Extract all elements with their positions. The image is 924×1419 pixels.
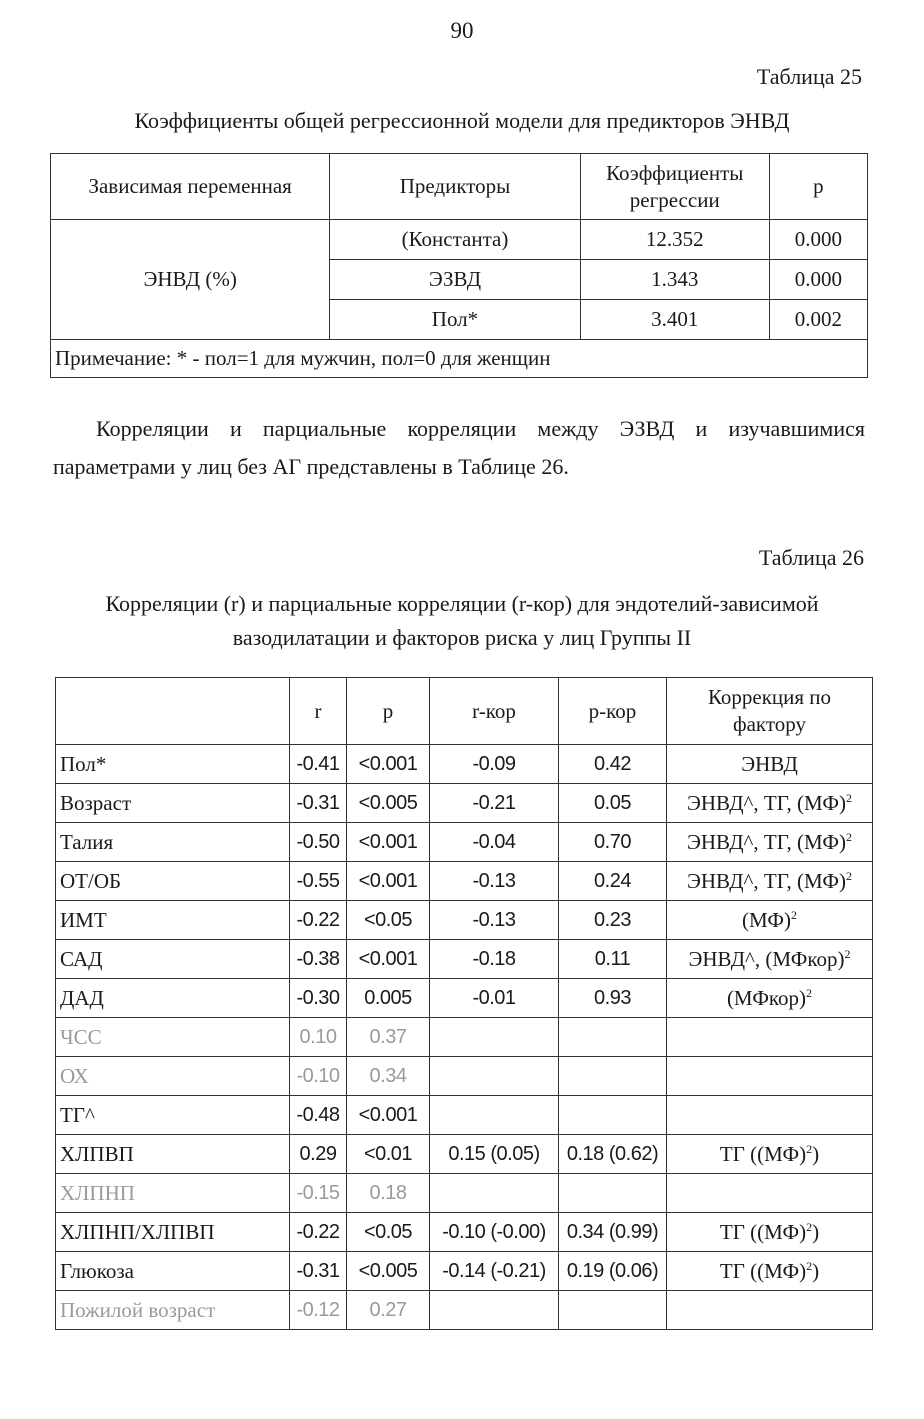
t26-cell-r: -0.31: [290, 784, 347, 823]
t26-cell-r-cor: [430, 1291, 559, 1330]
t26-cell-p-cor: 0.19 (0.06): [559, 1252, 667, 1291]
t26-correction-superscript: 2: [790, 907, 797, 922]
t26-correction-superscript: 2: [846, 829, 852, 844]
t26-header-correction-line1: Коррекция по: [707, 685, 832, 709]
t26-cell-p: <0.001: [347, 745, 430, 784]
table26: [55, 677, 873, 1330]
t26-cell-correction: [667, 823, 873, 862]
t26-cell-correction: [667, 979, 873, 1018]
t26-cell-r: -0.41: [290, 745, 347, 784]
t26-cell-p: 0.005: [347, 979, 430, 1018]
t26-cell-correction: [667, 1096, 873, 1135]
t26-cell-r-cor: -0.18: [430, 940, 559, 979]
t26-cell-p: 0.18: [347, 1174, 430, 1213]
t26-header-correction-line2: фактору: [733, 712, 806, 736]
t26-cell-p-cor: [559, 1174, 667, 1213]
t26-cell-p-cor: 0.93: [559, 979, 667, 1018]
t26-cell-name: ОТ/ОБ: [56, 862, 290, 901]
t26-cell-p-cor: 0.05: [559, 784, 667, 823]
t25-p: 0.000: [769, 220, 867, 260]
t25-header-coef-line2: регрессии: [629, 187, 720, 212]
table-row: [56, 1018, 873, 1057]
t25-header-dependent: Зависимая переменная: [51, 154, 330, 220]
t26-correction-text: ЭНВД^, ТГ, (МФ): [687, 790, 846, 815]
t26-cell-r: -0.30: [290, 979, 347, 1018]
t26-cell-r-cor: -0.13: [430, 862, 559, 901]
t26-cell-p-cor: 0.23: [559, 901, 667, 940]
t26-header-p-cor: p-кор: [559, 678, 667, 745]
t26-correction-text: ЭНВД^, (МФкор): [688, 946, 845, 971]
t26-cell-correction: [667, 1018, 873, 1057]
t26-cell-correction: [667, 940, 873, 979]
t26-cell-r-cor: -0.09: [430, 745, 559, 784]
t26-cell-correction: [667, 901, 873, 940]
t26-cell-p-cor: [559, 1096, 667, 1135]
t26-cell-correction: [667, 1057, 873, 1096]
t26-cell-r-cor: [430, 1057, 559, 1096]
table26-title-line1: Корреляции (r) и парциальные корреляции (r-кор) для эндотелий-зависимой: [105, 591, 819, 616]
t26-cell-p: <0.01: [347, 1135, 430, 1174]
table-row: [56, 862, 873, 901]
t26-cell-p-cor: 0.11: [559, 940, 667, 979]
table-row: [56, 940, 873, 979]
t26-cell-p-cor: 0.42: [559, 745, 667, 784]
t26-cell-r: -0.38: [290, 940, 347, 979]
t26-cell-name: ОХ: [56, 1057, 290, 1096]
t26-cell-name: ДАД: [56, 979, 290, 1018]
t26-cell-r: -0.55: [290, 862, 347, 901]
t25-coef: 3.401: [580, 300, 769, 340]
table-row: [56, 784, 873, 823]
paragraph: [53, 410, 865, 486]
t26-header-p: p: [347, 678, 430, 745]
table-row: [56, 901, 873, 940]
t26-correction-superscript: 2: [846, 790, 852, 805]
t26-cell-r: -0.10: [290, 1057, 347, 1096]
table25-label: Таблица 25: [756, 64, 862, 89]
table-row: [56, 1057, 873, 1096]
t25-header-p: p: [769, 154, 867, 220]
t26-cell-name: ХЛПВП: [56, 1135, 290, 1174]
page-number: 90: [450, 18, 474, 43]
t26-cell-name: Возраст: [56, 784, 290, 823]
t26-cell-p: <0.005: [347, 784, 430, 823]
t26-cell-correction: [667, 862, 873, 901]
t26-header-r: r: [290, 678, 347, 745]
t26-cell-correction: [667, 1174, 873, 1213]
t26-correction-text: ЭНВД^, ТГ, (МФ): [687, 829, 846, 854]
t26-header-correction: [667, 678, 873, 745]
table25-title: Коэффициенты общей регрессионной модели для предикторов ЭНВД: [134, 108, 790, 133]
t26-cell-r: -0.22: [290, 1213, 347, 1252]
t26-cell-r-cor: [430, 1096, 559, 1135]
t26-cell-p: <0.005: [347, 1252, 430, 1291]
t26-cell-name: ХЛПНП: [56, 1174, 290, 1213]
t26-cell-correction: [667, 745, 873, 784]
t26-correction-superscript: 2: [806, 1141, 813, 1156]
t25-predictor: Пол*: [330, 300, 580, 340]
t26-cell-name: ЧСС: [56, 1018, 290, 1057]
t25-note: Примечание: * - пол=1 для мужчин, пол=0 для женщин: [51, 340, 868, 378]
table-row: [56, 1174, 873, 1213]
t26-cell-p: <0.05: [347, 901, 430, 940]
t26-cell-correction: [667, 1291, 873, 1330]
t26-correction-superscript: 2: [806, 1258, 813, 1273]
table-row: [56, 1135, 873, 1174]
t26-cell-r: -0.31: [290, 1252, 347, 1291]
t26-cell-r: -0.15: [290, 1174, 347, 1213]
paragraph-line2: параметрами у лиц без АГ представлены в Таблице 26.: [53, 454, 569, 479]
t26-cell-correction: [667, 784, 873, 823]
table-row: [56, 979, 873, 1018]
t26-cell-r-cor: -0.14 (-0.21): [430, 1252, 559, 1291]
t25-coef: 1.343: [580, 260, 769, 300]
t26-correction-text: (МФ): [742, 907, 791, 932]
t26-cell-r-cor: -0.04: [430, 823, 559, 862]
t26-cell-name: Глюкоза: [56, 1252, 290, 1291]
table-row: [56, 1291, 873, 1330]
t26-header-blank: [56, 678, 290, 745]
t26-cell-r-cor: -0.01: [430, 979, 559, 1018]
t26-cell-p-cor: 0.18 (0.62): [559, 1135, 667, 1174]
t26-correction-tail: ): [812, 1141, 820, 1166]
t26-cell-correction: [667, 1135, 873, 1174]
t26-cell-r-cor: -0.10 (-0.00): [430, 1213, 559, 1252]
t26-cell-p: 0.34: [347, 1057, 430, 1096]
table-row: [56, 1096, 873, 1135]
t26-cell-p-cor: [559, 1018, 667, 1057]
t26-cell-r-cor: -0.21: [430, 784, 559, 823]
t26-cell-name: Талия: [56, 823, 290, 862]
t26-cell-name: ТГ^: [56, 1096, 290, 1135]
t26-cell-p: <0.001: [347, 862, 430, 901]
t25-coef: 12.352: [580, 220, 769, 260]
t26-cell-name: ХЛПНП/ХЛПВП: [56, 1213, 290, 1252]
t26-correction-text: ТГ ((МФ): [719, 1141, 807, 1166]
t26-cell-r: 0.10: [290, 1018, 347, 1057]
t26-cell-r-cor: 0.15 (0.05): [430, 1135, 559, 1174]
t26-correction-superscript: 2: [846, 868, 852, 883]
t26-cell-r-cor: -0.13: [430, 901, 559, 940]
t26-header-r-cor: r-кор: [430, 678, 559, 745]
t26-correction-superscript: 2: [806, 1219, 813, 1234]
t26-correction-text: ТГ ((МФ): [719, 1258, 807, 1283]
t25-p: 0.000: [769, 260, 867, 300]
t25-header-coef-line1: Коэффициенты: [606, 160, 744, 185]
t26-correction-tail: ): [812, 1258, 820, 1283]
t26-cell-p: 0.27: [347, 1291, 430, 1330]
table26-title-line2: вазодилатации и факторов риска у лиц Группы II: [232, 625, 692, 650]
t26-correction-superscript: 2: [806, 985, 813, 1000]
t26-cell-p-cor: 0.24: [559, 862, 667, 901]
table26-title: [0, 587, 924, 655]
paragraph-line1: Корреляции и парциальные корреляции между ЭЗВД и изучавшимися: [96, 416, 865, 441]
t26-cell-p: <0.001: [347, 940, 430, 979]
t25-header-coef: [580, 154, 769, 220]
t26-cell-r-cor: [430, 1174, 559, 1213]
table25: [50, 153, 868, 378]
t26-cell-p-cor: 0.70: [559, 823, 667, 862]
t26-cell-name: Пол*: [56, 745, 290, 784]
table-row: [56, 1213, 873, 1252]
t26-cell-p: 0.37: [347, 1018, 430, 1057]
t25-predictor: ЭЗВД: [330, 260, 580, 300]
table26-label: Таблица 26: [758, 545, 864, 570]
t26-cell-name: ИМТ: [56, 901, 290, 940]
t25-dependent-value: ЭНВД (%): [51, 220, 330, 340]
t26-cell-name: САД: [56, 940, 290, 979]
t26-correction-text: ТГ ((МФ): [719, 1219, 807, 1244]
t26-cell-r: -0.22: [290, 901, 347, 940]
t26-correction-superscript: 2: [844, 946, 851, 961]
t25-predictor: (Константа): [330, 220, 580, 260]
t26-cell-p: <0.001: [347, 1096, 430, 1135]
t26-cell-name: Пожилой возраст: [56, 1291, 290, 1330]
t26-cell-p-cor: [559, 1291, 667, 1330]
table-row: [56, 1252, 873, 1291]
t26-cell-r: 0.29: [290, 1135, 347, 1174]
t25-p: 0.002: [769, 300, 867, 340]
table-row: [56, 745, 873, 784]
t26-cell-p: <0.05: [347, 1213, 430, 1252]
t25-header-predictors: Предикторы: [330, 154, 580, 220]
t26-correction-text: (МФкор): [726, 985, 807, 1010]
t26-correction-text: ЭНВД^, ТГ, (МФ): [687, 868, 846, 893]
t26-cell-correction: [667, 1252, 873, 1291]
t26-cell-p-cor: 0.34 (0.99): [559, 1213, 667, 1252]
t26-cell-p-cor: [559, 1057, 667, 1096]
t26-correction-text: ЭНВД: [741, 751, 798, 776]
t26-cell-correction: [667, 1213, 873, 1252]
t26-cell-r: -0.50: [290, 823, 347, 862]
t26-correction-tail: ): [812, 1219, 820, 1244]
t26-cell-p: <0.001: [347, 823, 430, 862]
t26-cell-r: -0.12: [290, 1291, 347, 1330]
t26-cell-r: -0.48: [290, 1096, 347, 1135]
t26-cell-r-cor: [430, 1018, 559, 1057]
table-row: [56, 823, 873, 862]
